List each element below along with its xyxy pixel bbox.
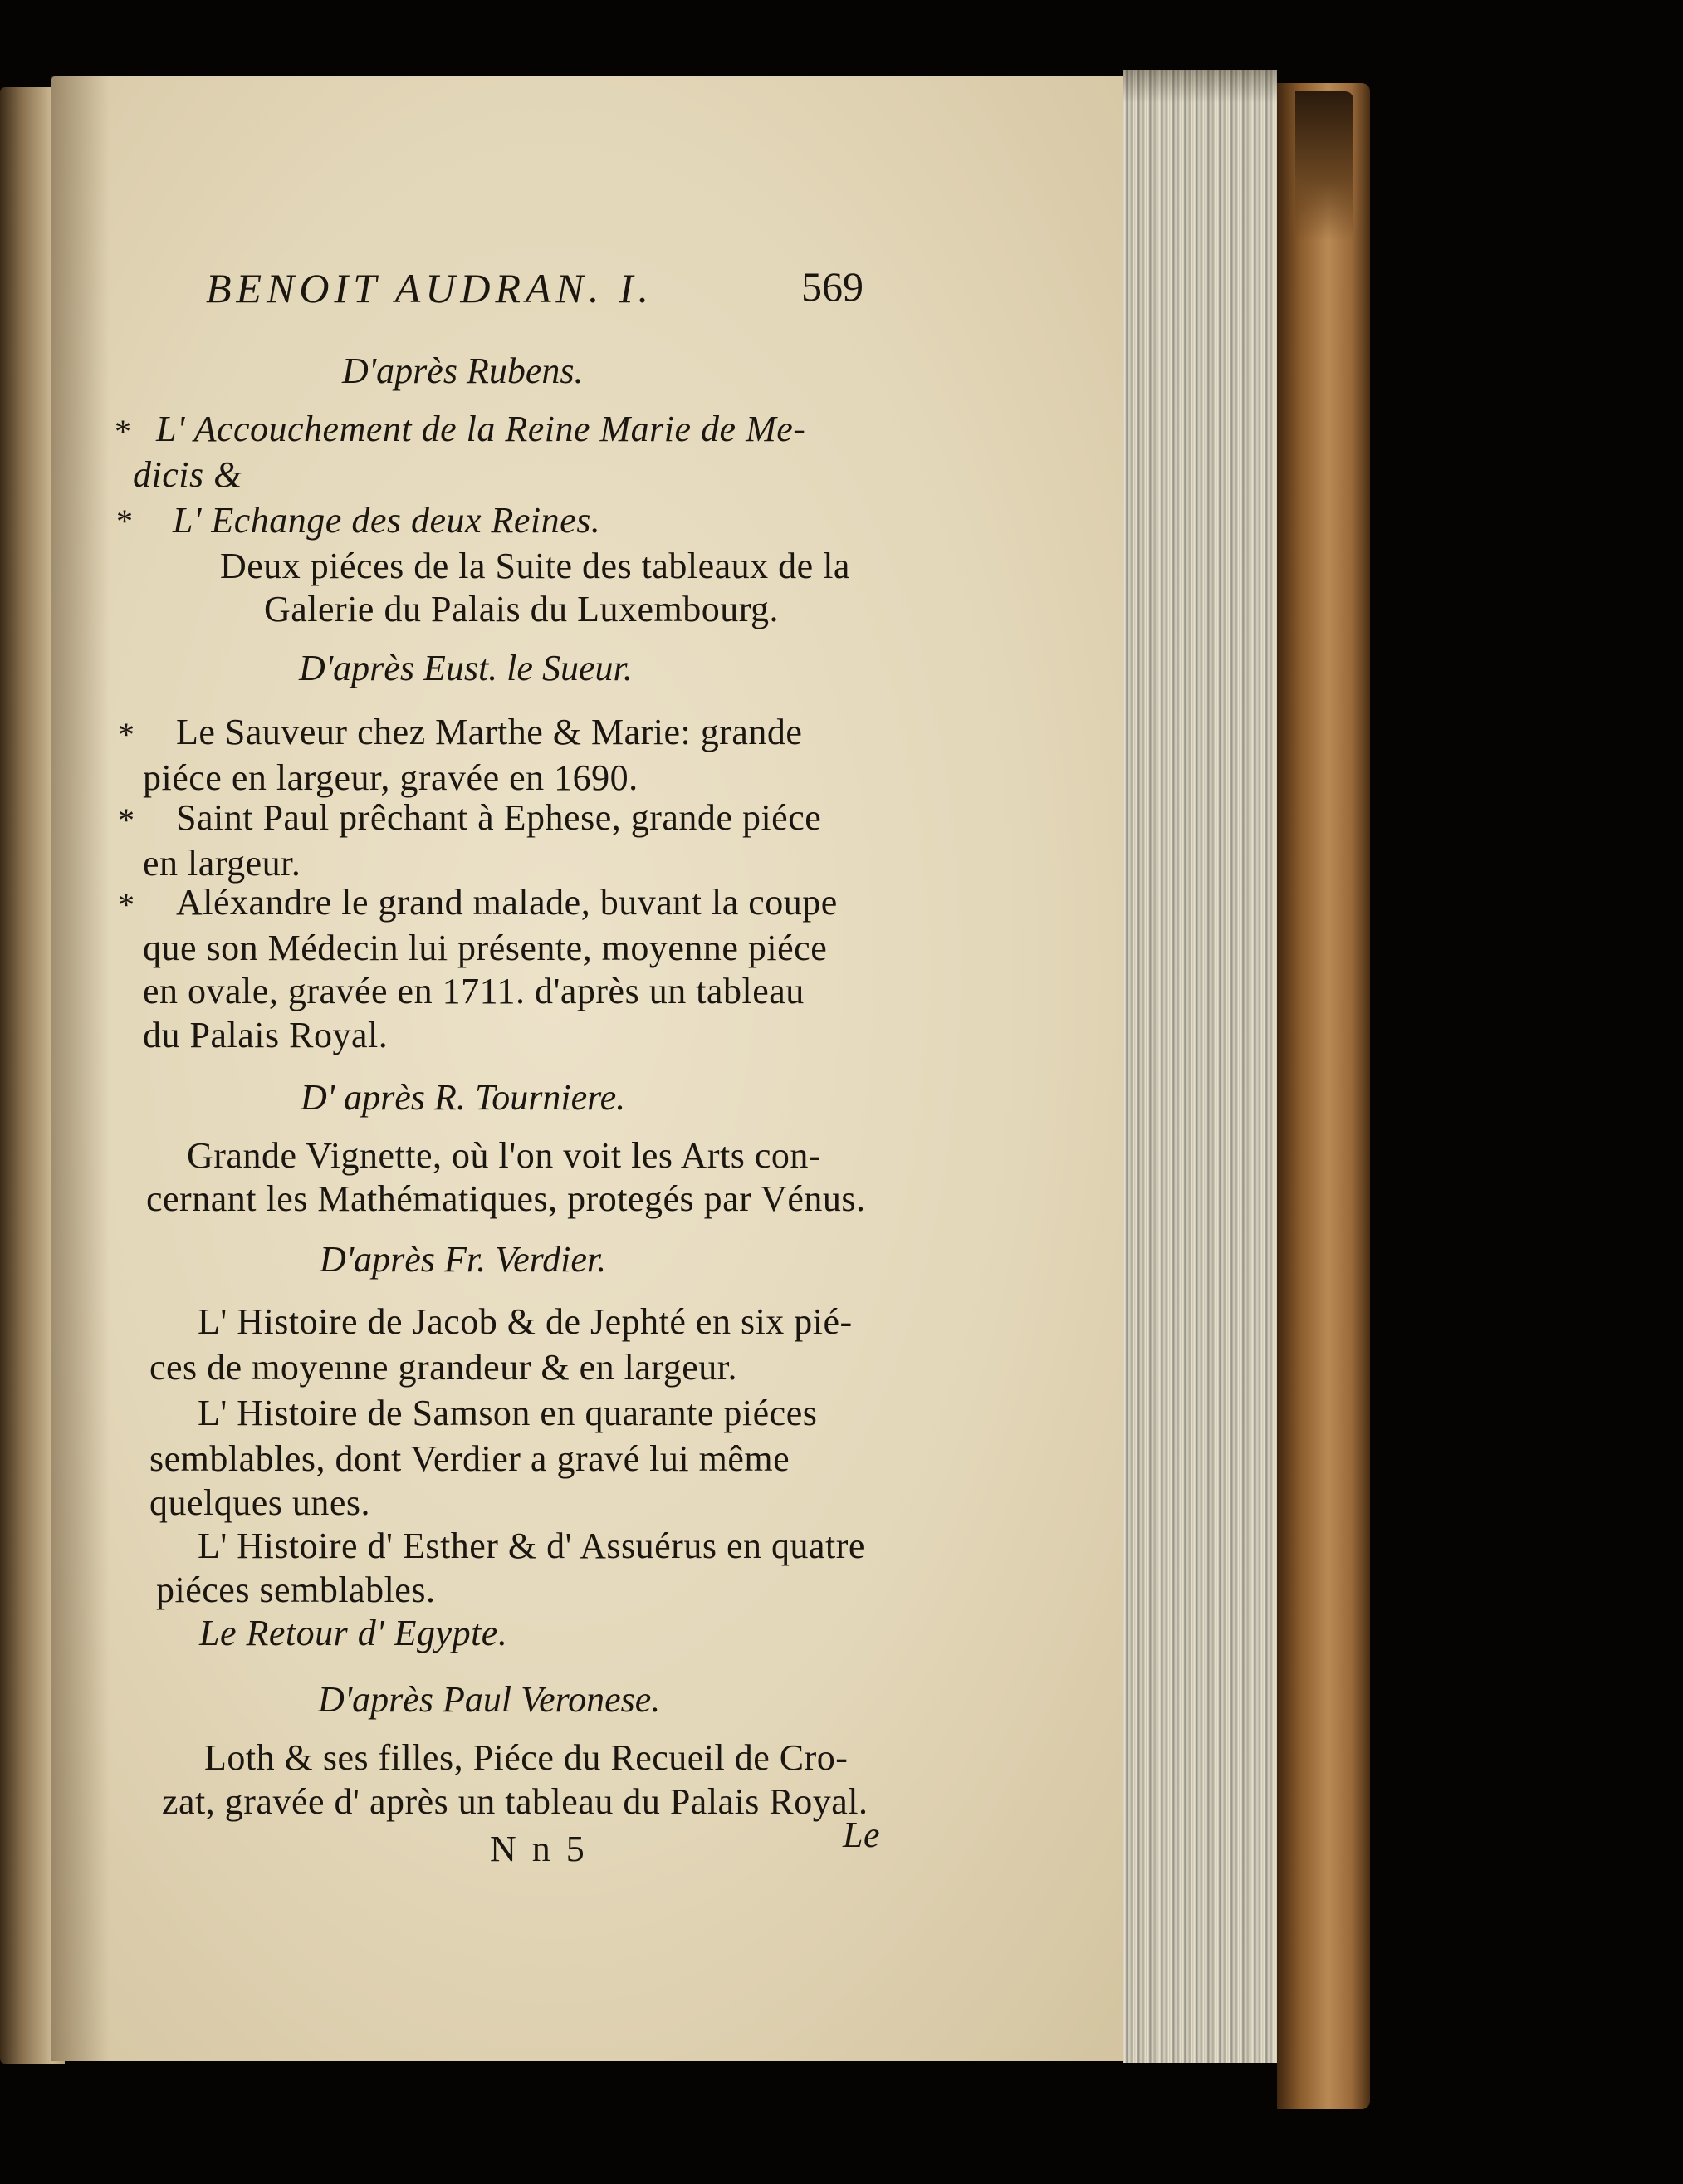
entry-line: ces de moyenne grandeur & en largeur. [149,1347,737,1388]
running-title: BENOIT AUDRAN. I. [206,265,654,311]
section-heading: D' après R. Tourniere. [301,1077,626,1118]
entry-line: que son Médecin lui présente, moyenne piéce [143,928,828,968]
leather-cover [1277,83,1370,2109]
catalog-marker: * [118,716,135,753]
page-block-edges [1123,70,1277,2063]
entry-line: quelques unes. [149,1482,371,1523]
entry-line: zat, gravée d' après un tableau du Palais Royal. [162,1781,868,1822]
entry-line: L' Histoire d' Esther & d' Assuérus en quatre [198,1525,865,1566]
entry-line: Grande Vignette, où l'on voit les Arts con- [187,1135,822,1176]
entry-line: L' Echange des deux Reines. [173,500,601,541]
entry-line: en ovale, gravée en 1711. d'après un tableau [143,971,805,1011]
catchword: Le [843,1814,880,1855]
catalog-marker: * [118,886,135,923]
signature-mark: N n 5 [490,1829,588,1869]
catalog-marker: * [118,801,135,839]
section-heading: D'après Eust. le Sueur. [299,648,633,688]
entry-line: Saint Paul prêchant à Ephese, grande piéce [176,797,822,838]
entry-line: piéce en largeur, gravée en 1690. [143,757,638,798]
entry-line: du Palais Royal. [143,1015,389,1055]
section-heading: D'après Rubens. [342,350,584,391]
gutter-shadow [51,76,110,2061]
entry-line: dicis & [133,454,242,495]
entry-line: en largeur. [143,843,301,884]
edge-shadow [1123,70,1277,103]
entry-line: cernant les Mathématiques, protegés par Vénus. [146,1178,866,1219]
catalog-marker: * [116,502,133,540]
section-heading: D'après Paul Veronese. [318,1679,661,1720]
entry-line: Aléxandre le grand malade, buvant la coupe [176,882,838,923]
entry-line: Deux piéces de la Suite des tableaux de la [220,546,850,586]
entry-line: L' Histoire de Samson en quarante piéces [198,1393,818,1433]
entry-line: Loth & ses filles, Piéce du Recueil de Cro- [204,1737,849,1778]
entry-line: piéces semblables. [156,1569,436,1610]
entry-line: Le Retour d' Egypte. [199,1613,508,1653]
entry-line: Le Sauveur chez Marthe & Marie: grande [176,712,803,752]
section-heading: D'après Fr. Verdier. [320,1239,607,1280]
entry-line: L' Histoire de Jacob & de Jephté en six pié- [198,1301,853,1342]
entry-line: L' Accouchement de la Reine Marie de Me- [156,409,806,449]
catalog-marker: * [115,413,131,450]
entry-line: Galerie du Palais du Luxembourg. [264,589,780,629]
page-number: 569 [801,263,864,310]
entry-line: semblables, dont Verdier a gravé lui même [149,1438,790,1479]
cover-wear [1295,91,1353,241]
